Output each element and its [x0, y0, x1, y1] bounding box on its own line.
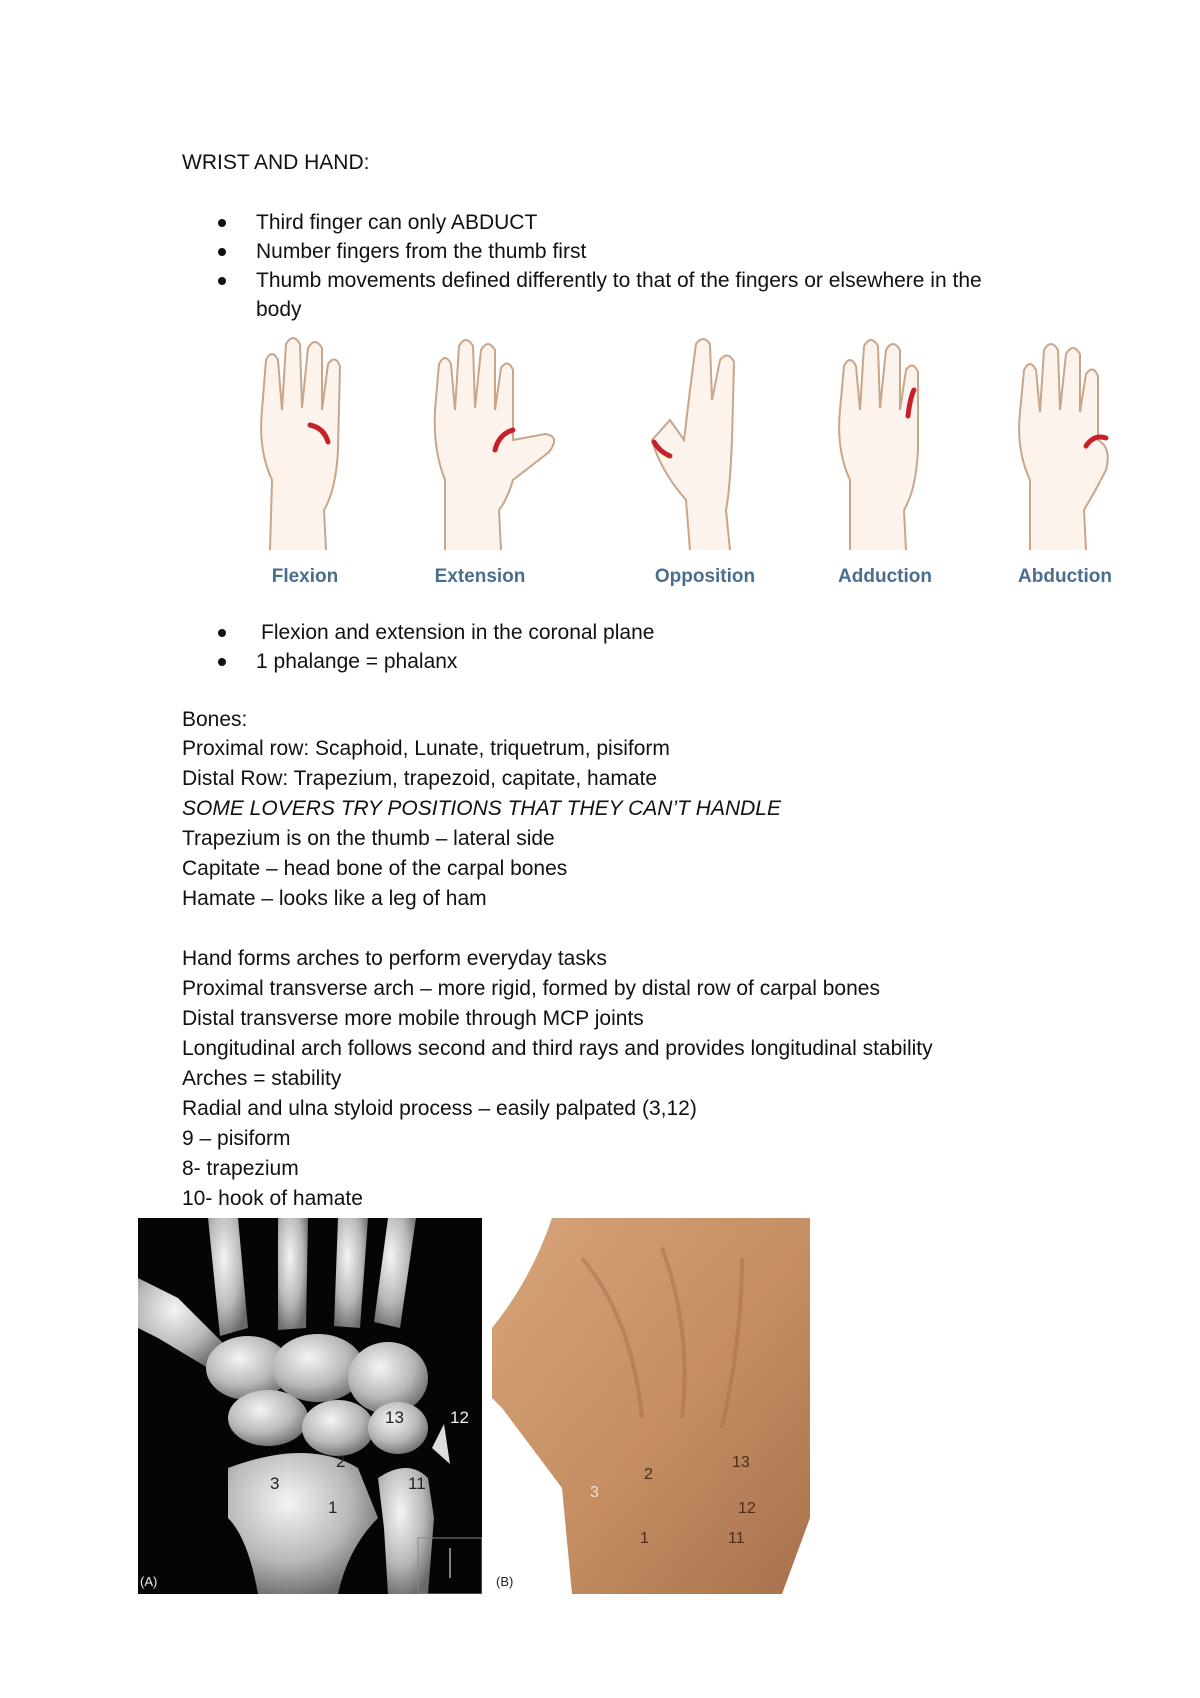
text-line: Proximal row: Scaphoid, Lunate, triquetrum, pisiform [182, 737, 670, 760]
bones-heading: Bones: [182, 708, 248, 731]
bullet-dot-icon [218, 658, 226, 666]
text-line: 10- hook of hamate [182, 1187, 363, 1210]
bullet-dot-icon [218, 219, 226, 227]
page-heading: WRIST AND HAND: [182, 151, 370, 174]
bone-number-label: 13 [385, 1408, 404, 1427]
text-line: Radial and ulna styloid process – easily palpated (3,12) [182, 1097, 697, 1120]
bullet-list-mid [182, 618, 1032, 676]
bone-number-label: 11 [408, 1474, 426, 1493]
movement-label: Adduction [838, 566, 932, 587]
bullet-item: Number fingers from the thumb first [182, 237, 1032, 266]
text-line: Hamate – looks like a leg of ham [182, 887, 487, 910]
thumb-movements-figure [240, 330, 1120, 600]
movement-label: Opposition [654, 566, 756, 587]
landmark-number-label: 3 [590, 1484, 599, 1501]
text-line: Capitate – head bone of the carpal bones [182, 857, 568, 880]
mnemonic: SOME LOVERS TRY POSITIONS THAT THEY CAN’T HANDLE [182, 797, 781, 820]
bullet-list-top [182, 208, 1032, 324]
bullet-item: 1 phalange = phalanx [182, 647, 1032, 676]
panel-a-tag: (A) [140, 1574, 158, 1589]
text-line: Arches = stability [182, 1067, 342, 1090]
bullet-item: Thumb movements defined differently to that of the fingers or elsewhere in the body [182, 266, 1032, 324]
bone-number-label: 2 [336, 1452, 346, 1471]
panel-b-tag: (B) [496, 1574, 514, 1589]
hand-abduction-icon [1000, 330, 1130, 560]
text-line: Trapezium is on the thumb – lateral side [182, 827, 555, 850]
bullet-dot-icon [218, 629, 226, 637]
hand-flexion [240, 330, 370, 600]
text-line: Hand forms arches to perform everyday tasks [182, 947, 607, 970]
landmark-number-label: 12 [738, 1500, 756, 1517]
hand-abduction [1000, 330, 1130, 600]
movement-label: Extension [434, 566, 526, 587]
bullet-item: Third finger can only ABDUCT [182, 208, 1032, 237]
bone-number-label: 12 [450, 1408, 469, 1427]
hand-opposition-icon [640, 330, 770, 560]
bone-number-label: 1 [328, 1498, 338, 1517]
text-line: Proximal transverse arch – more rigid, formed by distal row of carpal bones [182, 977, 880, 1000]
text-line: Distal Row: Trapezium, trapezoid, capitate, hamate [182, 767, 658, 790]
movement-label: Abduction [1018, 566, 1112, 587]
text-line: Longitudinal arch follows second and third rays and provides longitudinal stability [182, 1037, 933, 1060]
text-line: 8- trapezium [182, 1157, 299, 1180]
text-line: Distal transverse more mobile through MCP joints [182, 1007, 644, 1030]
bone-number-label: 3 [270, 1474, 280, 1493]
landmark-number-label: 2 [644, 1466, 653, 1483]
hand-opposition [640, 330, 770, 600]
hand-flexion-icon [240, 330, 370, 560]
bullet-item: Flexion and extension in the coronal plane [182, 618, 1032, 647]
bullet-dot-icon [218, 248, 226, 256]
landmark-number-label: 1 [640, 1530, 649, 1547]
hand-adduction-icon [820, 330, 950, 560]
bone-image [138, 1218, 482, 1594]
landmark-number-label: 11 [728, 1530, 745, 1547]
bullet-dot-icon [218, 277, 226, 285]
wrist-surface-photo [492, 1218, 810, 1594]
hand-extension-icon [415, 330, 565, 560]
text-line: 9 – pisiform [182, 1127, 291, 1150]
hand-adduction [820, 330, 950, 600]
landmark-number-label: 13 [732, 1454, 750, 1471]
movement-label: Flexion [271, 566, 339, 587]
wrist-bone-render [138, 1218, 482, 1594]
hand-extension [415, 330, 545, 600]
wrist-photo-image [492, 1218, 810, 1594]
